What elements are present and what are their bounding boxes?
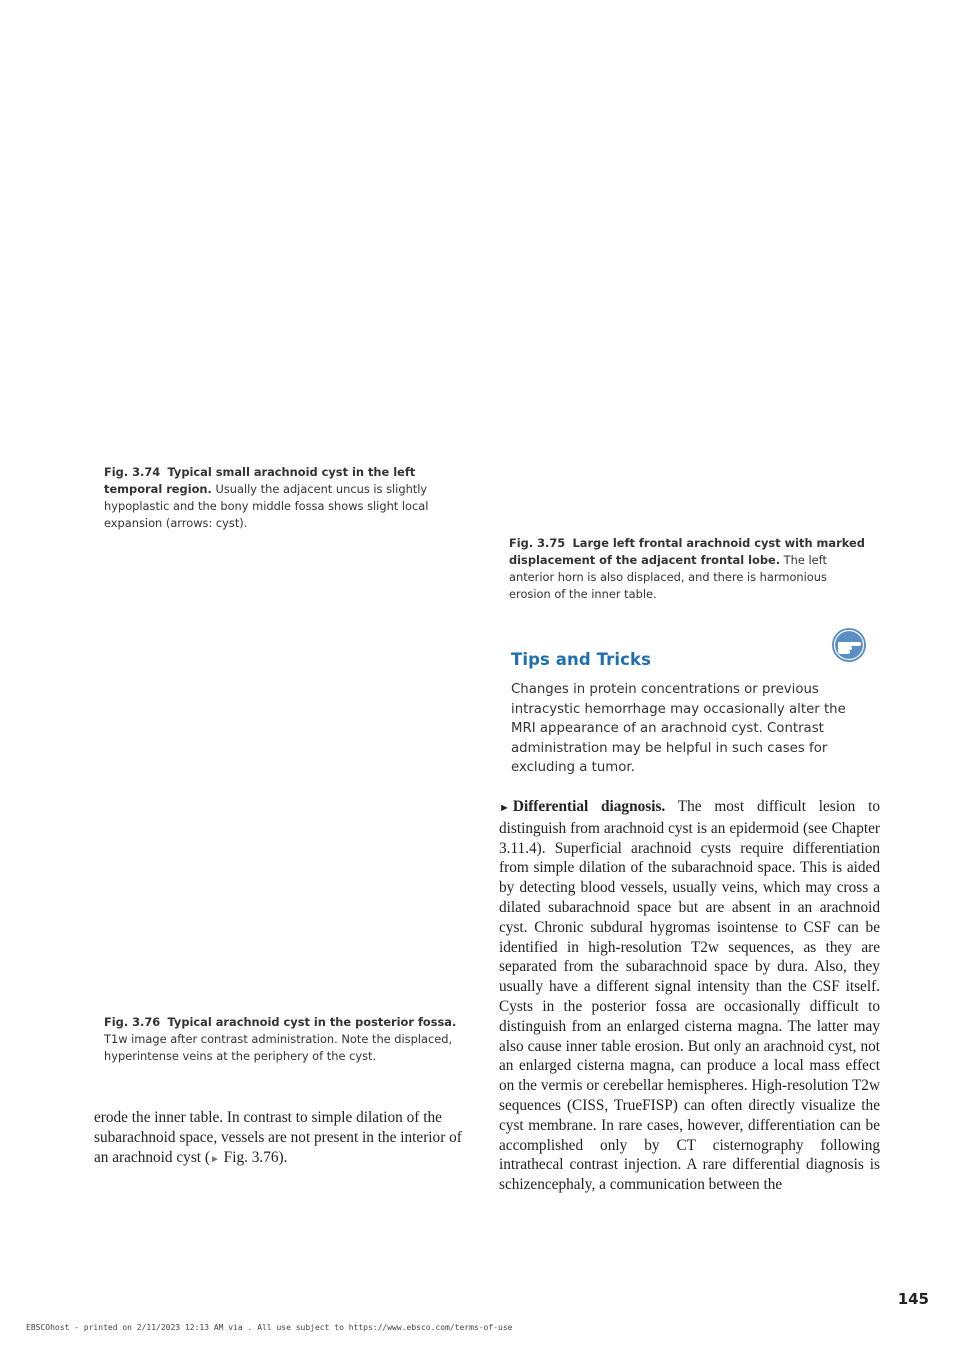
figure-caption-3-74 bbox=[104, 464, 462, 532]
tips-and-tricks-box bbox=[511, 626, 873, 776]
paragraph-text: erode the inner table. In contrast to simple dilation of the subarachnoid space, vessels are not present in the interior of an arachnoid cyst ( bbox=[94, 1109, 462, 1166]
figure-reference-link[interactable]: Fig. 3.76 bbox=[219, 1148, 279, 1166]
figure-title: Typical small arachnoid cyst in the left temporal region. bbox=[104, 465, 416, 496]
paragraph-text: The most difficult lesion to distinguish from arachnoid cyst is an epidermoid (see Chapter 3.11.4). Superficial arachnoid cysts require differentiation from simple dilation of the subarachnoid space. This is aided by detecting blood vessels, usually veins, which may cross a dilated subarachnoid space but are absent in an arachnoid cyst. Chronic subdural hygromas isointense to CSF can be identified in high-resolution T2w sequences, as they are separated from the subarachnoid space by dura. Also, they usually have a different signal intensity than the CSF itself. Cysts in the posterior fossa are occasionally difficult to distinguish from an enlarged cisterna magna. The latter may also cause inner table erosion. But only an arachnoid cyst, not an enlarged cisterna magna, can produce a local mass effect on the vermis or cerebellar hemispheres. High-resolution T2w sequences (CISS, TrueFISP) can often directly visualize the cyst membrane. In rare cases, however, differentiation can be accomplished only by CT cisternography following intrathecal contrast injection. A rare differential diagnosis is schizencephaly, a communication between the bbox=[499, 798, 881, 1194]
tips-text: Changes in protein concentrations or previous intracystic hemorrhage may occasionally alter the MRI appearance of an arachnoid cyst. Contrast administration may be helpful in such cases for excluding a tumor. bbox=[511, 682, 846, 776]
body-paragraph-left bbox=[94, 1108, 475, 1169]
figure-ref-marker-icon: ► bbox=[209, 1153, 220, 1165]
pointing-hand-icon bbox=[831, 627, 867, 663]
tips-title: Tips and Tricks bbox=[511, 650, 652, 669]
figure-title: Typical arachnoid cyst in the posterior fossa. bbox=[167, 1015, 457, 1029]
paragraph-text-end: ). bbox=[278, 1148, 288, 1166]
figure-description: T1w image after contrast administration. Note the displaced, hyperintense veins at the periphery of the cyst. bbox=[104, 1032, 453, 1063]
figure-caption-3-75 bbox=[509, 535, 871, 603]
figure-label: Fig. 3.75 bbox=[509, 536, 566, 550]
page-number: 145 bbox=[897, 1290, 929, 1308]
figure-caption-3-76 bbox=[104, 1014, 462, 1065]
print-footer: EBSCOhost - printed on 2/11/2023 12:13 AM via . All use subject to https://www.ebsco.com/terms-of-use bbox=[26, 1323, 513, 1332]
figure-description: Usually the adjacent uncus is slightly hypoplastic and the bony middle fossa shows slight local expansion (arrows: cyst). bbox=[104, 482, 429, 530]
differential-diagnosis-paragraph bbox=[499, 797, 880, 1195]
section-heading: Differential diagnosis. bbox=[512, 798, 666, 815]
figure-description: The left anterior horn is also displaced, and there is harmonious erosion of the inner table. bbox=[509, 553, 827, 601]
figure-title: Large left frontal arachnoid cyst with marked displacement of the adjacent frontal lobe. bbox=[509, 536, 865, 567]
section-marker-icon: ► bbox=[499, 802, 510, 814]
figure-label: Fig. 3.74 bbox=[104, 465, 161, 479]
figure-label: Fig. 3.76 bbox=[104, 1015, 161, 1029]
